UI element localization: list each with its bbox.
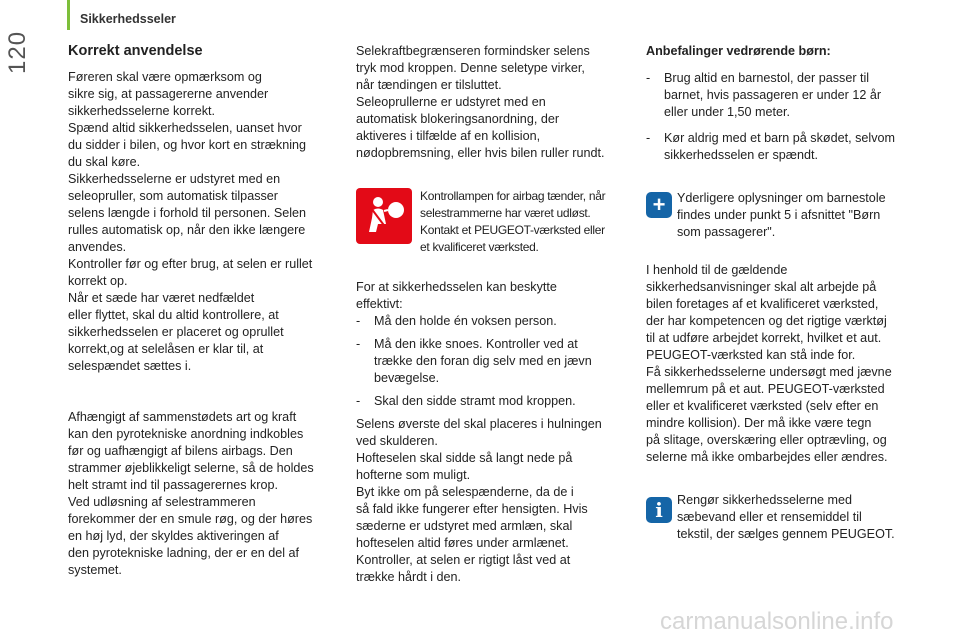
list-item: - Må den ikke snoes. Kontroller ved at trække den foran dig selv med en jævn bevægelse. <box>356 337 592 385</box>
text-line: Selekraftbegrænseren formindsker selens <box>356 44 590 58</box>
text-line: på slitage, overskæring eller optrævling, og <box>646 433 887 447</box>
cleaning-note <box>646 492 936 552</box>
text-line: du sidder i bilen, og hvor kort en strækning <box>68 138 307 152</box>
text-line: Yderligere oplysninger om barnestole <box>677 191 886 205</box>
text-line: korrekt op. <box>68 274 128 288</box>
text-line: Afhængigt af sammenstødets art og kraft <box>68 410 297 424</box>
text-line: før og uafhængigt af bilens airbags. Den <box>68 444 293 458</box>
text-line: Kontroller, at selen er rigtigt låst ved at <box>356 553 571 567</box>
text-line: sikkerhedsselerne korrekt. <box>68 104 215 118</box>
text-line: Rengør sikkerhedsselerne med <box>677 493 852 507</box>
text-line: selestrammerne har været udløst. <box>420 206 591 220</box>
text-line: Seleoprullerne er udstyret med en <box>356 95 546 109</box>
usage-list <box>356 313 636 410</box>
text-line: tekstil, der sælges gennem PEUGEOT. <box>677 527 895 541</box>
text-line: I henhold til de gældende <box>646 263 788 277</box>
text-line: Ved udløsning af selestrammeren <box>68 495 256 509</box>
text-line: Hofteselen skal sidde så langt nede på <box>356 451 573 465</box>
text-line: Kontroller før og efter brug, at selen er rullet <box>68 257 313 271</box>
children-heading: Anbefalinger vedrørende børn: <box>646 44 831 58</box>
column-2-bottom <box>356 279 636 586</box>
section-title: Sikkerhedsseler <box>80 12 176 26</box>
text-line: sæbevand eller et rensemiddel til <box>677 510 862 524</box>
text-line: selens længde i forhold til personen. Selen <box>68 206 307 220</box>
text-line: mellemrum på et aut. PEUGEOT-værksted <box>646 382 885 396</box>
text-line: For at sikkerhedsselen kan beskytte <box>356 280 557 294</box>
column-2-top <box>356 43 636 162</box>
text-line: den pyrotekniske ladning, der er en del af <box>68 546 300 560</box>
text-line: eller flyttet, skal du altid kontrollere, at <box>68 308 279 322</box>
plus-info-icon: + <box>646 192 672 218</box>
text-line: PEUGEOT-værksted kan stå inde for. <box>646 348 856 362</box>
text-line: systemet. <box>68 563 122 577</box>
text-line: rulles automatisk op, når den ikke længere <box>68 223 306 237</box>
text-line: ved skulderen. <box>356 434 438 448</box>
watermark: carmanualsonline.info <box>660 608 894 635</box>
list-item: - Må den holde én voksen person. <box>356 314 557 328</box>
column-3-top <box>646 43 936 170</box>
list-item: - Skal den sidde stramt mod kroppen. <box>356 394 576 408</box>
text-line: sæderne er udstyret med armlæn, skal <box>356 519 573 533</box>
text-line: Spænd altid sikkerhedsselen, uanset hvor <box>68 121 302 135</box>
paragraph-belt-position <box>356 416 636 586</box>
list-item: - Kør aldrig med et barn på skødet, selvom sikkerhedsselen er spændt. <box>646 131 895 162</box>
text-line: strammer øjeblikkeligt selerne, så de holdes <box>68 461 314 475</box>
text-line: korrekt,og at selelåsen er klar til, at <box>68 342 264 356</box>
column-1 <box>68 43 343 579</box>
text-line: tryk mod kroppen. Denne seletype virker, <box>356 61 585 75</box>
text-line: kan den pyrotekniske anordning indkobles <box>68 427 304 441</box>
text-line: Sikkerhedsselerne er udstyret med en <box>68 172 281 186</box>
text-line: trække hårdt i den. <box>356 570 461 584</box>
child-seat-note <box>646 190 936 250</box>
text-line: selerne må ikke ombarbejdes eller ændres. <box>646 450 888 464</box>
text-line: automatisk blokeringsanordning, der <box>356 112 560 126</box>
text-line: bilen foretages af et kvalificeret værksted, <box>646 297 879 311</box>
text-line: til at udføre arbejdet korrekt, hvilket et aut. <box>646 331 882 345</box>
warning-text <box>420 188 632 256</box>
text-line: sikre sig, at passagererne anvender <box>68 87 269 101</box>
section-accent-bar <box>67 0 70 30</box>
text-line: et kvalificeret værksted. <box>420 240 539 254</box>
text-line: Få sikkerhedsselerne undersøgt med jævne <box>646 365 892 379</box>
info-icon: i <box>646 497 672 523</box>
text-line: forekommer der en smule røg, og der høres <box>68 512 313 526</box>
section-heading: Korrekt anvendelse <box>68 43 203 59</box>
text-line: Kontrollampen for airbag tænder, når <box>420 189 606 203</box>
text-line: aktiveres i tilfælde af en kollision, <box>356 129 541 143</box>
text-line: sikkerhedsanvisninger skal alt arbejde på <box>646 280 877 294</box>
text-line: Selens øverste del skal placeres i hulningen <box>356 417 602 431</box>
text-line: mindre kollision). Der må ikke være tegn <box>646 416 872 430</box>
text-line: som passagerer". <box>677 225 776 239</box>
text-line: selespændet sættes i. <box>68 359 192 373</box>
children-list <box>646 70 936 164</box>
text-line: nødopbremsning, eller hvis bilen ruller rundt. <box>356 146 605 160</box>
airbag-warning-note <box>356 188 628 258</box>
text-line: anvendes. <box>68 240 127 254</box>
text-line: Føreren skal være opmærksom og <box>68 70 262 84</box>
text-line: en høj lyd, der skyldes aktiveringen af <box>68 529 279 543</box>
text-line: findes under punkt 5 i afsnittet "Børn <box>677 208 881 222</box>
text-line: effektivt: <box>356 297 403 311</box>
text-line: hofteselen altid føres under armlænet. <box>356 536 569 550</box>
text-line: så fald ikke fungerer efter hensigten. Hvis <box>356 502 588 516</box>
text-line: der har kompetencen og det rigtige værktøj <box>646 314 887 328</box>
text-line: helt stramt ind til passagerernes krop. <box>68 478 278 492</box>
text-line: seleopruller, som automatisk tilpasser <box>68 189 278 203</box>
column-3-paragraph <box>646 262 936 466</box>
text-line: eller et kvalificeret værksted (selv efter en <box>646 399 879 413</box>
text-line: Kontakt et PEUGEOT-værksted eller <box>420 223 605 237</box>
text-line: sikkerhedsselen er placeret og oprullet <box>68 325 284 339</box>
text-line: Byt ikke om på selespænderne, da de i <box>356 485 574 499</box>
list-item: - Brug altid en barnestol, der passer til barnet, hvis passageren er under 12 år eller under 1,50 meter. <box>646 71 882 119</box>
text-line: du skal køre. <box>68 155 141 169</box>
text-line: Når et sæde har været nedfældet <box>68 291 255 305</box>
text-line: hofterne som muligt. <box>356 468 471 482</box>
airbag-seatbelt-warning-icon <box>356 188 412 244</box>
paragraph-pretensioner <box>68 409 343 579</box>
page-number: 120 <box>4 30 31 74</box>
paragraph-usage <box>68 69 343 375</box>
text-line: når tændingen er tilsluttet. <box>356 78 502 92</box>
